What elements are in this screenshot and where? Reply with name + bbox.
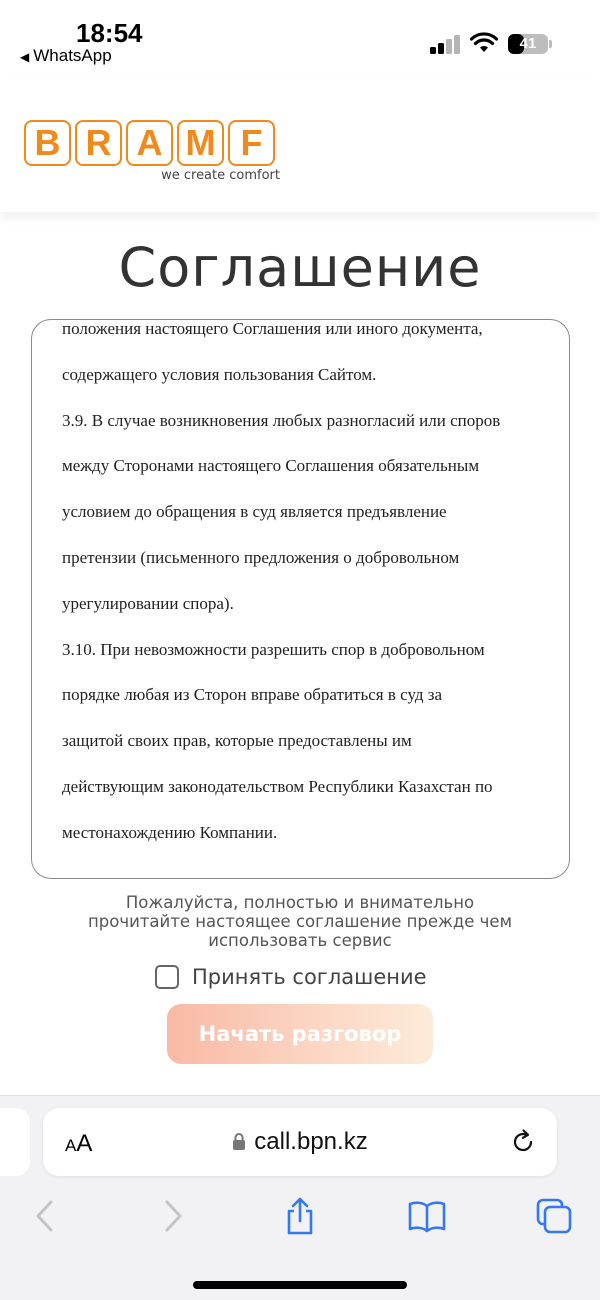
agreement-line: условием до обращения в суд является предъявление [62,502,447,522]
agreement-line: содержащего условия пользования Сайтом. [62,364,377,384]
agreement-line: 3.9. В случае возникновения любых разногласий или споров [62,410,501,430]
back-triangle-icon: ◀ [20,50,30,64]
read-carefully-notice [40,893,560,950]
battery-cap [549,40,552,48]
notice-line: прочитайте настоящее соглашение прежде чем [87,912,513,931]
url-text: call.bpn.kz [254,1128,368,1155]
agreement-line: урегулировании спора). [62,593,234,613]
logo-letters [24,120,280,166]
start-conversation-button[interactable]: Начать разговор [167,1004,433,1064]
agreement-line: порядке любая из Сторон вправе обратиться в суд за [62,685,443,705]
logo-letter: B [24,120,71,166]
accept-agreement-label[interactable]: Принять соглашение [192,965,427,989]
browser-bottom-bar [0,1095,600,1300]
bookmarks-icon[interactable] [407,1196,447,1236]
agreement-line: между Сторонами настоящего Соглашения обязательным [62,456,480,476]
agreement-line: защитой своих прав, которые предоставлены им [62,731,412,751]
agreement-line: 3.10. При невозможности разрешить спор в добровольном [62,639,485,659]
home-indicator [193,1281,407,1289]
aa-big-letter: A [76,1130,93,1157]
accept-agreement-row[interactable] [155,963,427,991]
agreement-line: претензии (письменного предложения о добровольном [62,547,460,567]
notice-line: Пожалуйста, полностью и внимательно [125,893,475,912]
battery-percent: 41 [519,35,537,52]
agreement-text [62,319,542,856]
status-bar [0,0,600,80]
agreement-line: действующим законодательством Республики Казахстан по [62,776,493,796]
agreement-line: местонахождению Компании. [62,822,278,842]
tabs-icon[interactable] [534,1196,574,1236]
logo-letter: A [126,120,173,166]
page-title: Соглашение [118,236,482,299]
back-to-app-link[interactable] [20,46,112,66]
notice-line: использовать сервис [208,931,392,950]
logo-tagline: we create comfort [161,168,280,183]
agreement-text-box[interactable] [31,319,570,879]
address-bar[interactable] [43,1108,557,1176]
wifi-icon [470,32,498,54]
logo-letter: R [75,120,122,166]
accept-agreement-checkbox[interactable] [155,965,179,989]
logo-letter: F [228,120,275,166]
back-chevron-icon[interactable] [24,1196,64,1236]
bramf-logo[interactable] [24,120,280,186]
back-app-label: WhatsApp [33,46,112,65]
browser-toolbar [0,1196,600,1236]
url-field[interactable] [43,1128,557,1156]
previous-tab-card[interactable] [0,1108,30,1176]
aa-small-letter: A [65,1136,77,1155]
lock-icon [232,1132,246,1150]
reload-icon[interactable] [509,1128,537,1156]
forward-chevron-icon[interactable] [154,1196,194,1236]
agreement-line: положения настоящего Соглашения или иного документа, [62,319,483,338]
logo-letter: M [177,120,224,166]
battery-icon [508,34,548,54]
site-header [0,80,600,212]
share-icon[interactable] [280,1196,320,1236]
cellular-signal-icon [430,34,462,54]
clock-time: 18:54 [76,18,143,48]
